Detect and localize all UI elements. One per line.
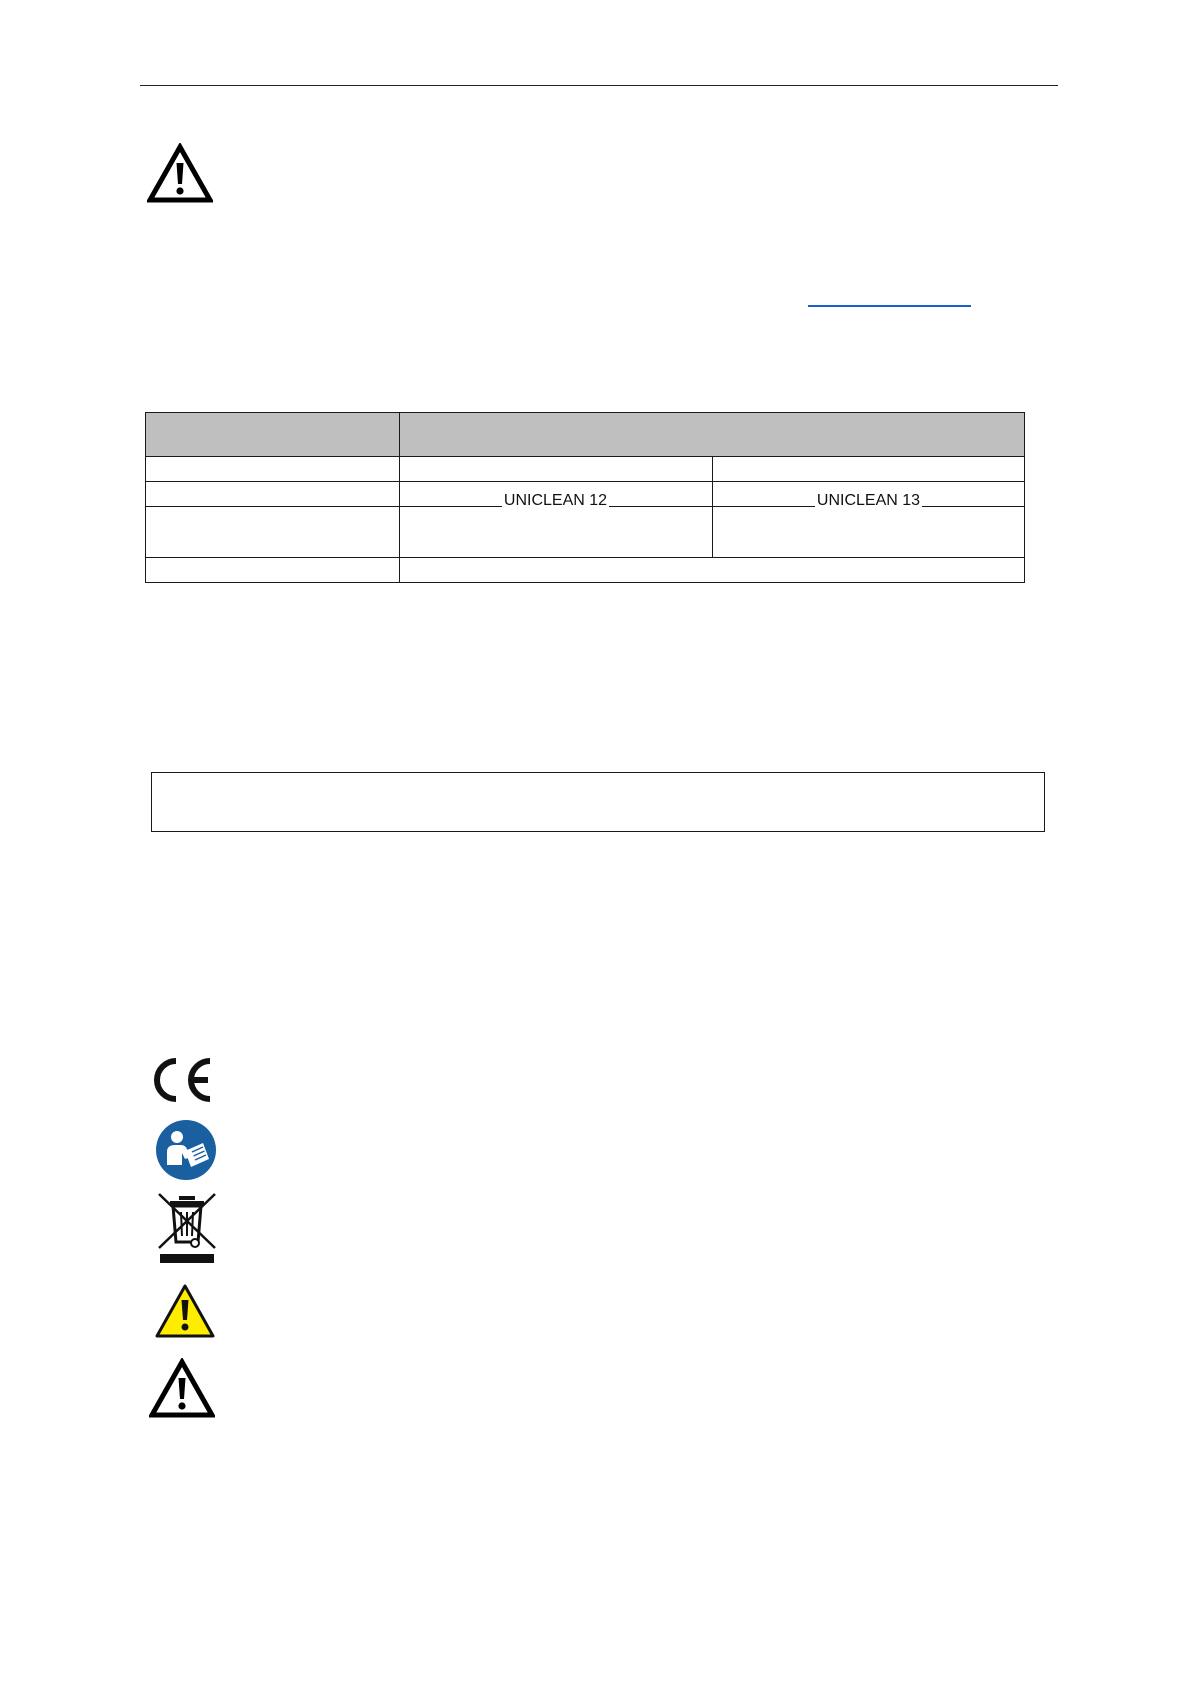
ce-mark-icon: [150, 1057, 214, 1103]
table-header-row: [146, 413, 1024, 456]
table-row-divider: [146, 481, 1024, 482]
warning-outline-icon: [149, 1358, 215, 1418]
header-rule: [140, 85, 1058, 86]
warning-yellow-icon: [154, 1283, 216, 1339]
read-manual-icon: [155, 1119, 217, 1181]
model-cell-uniclean-13: [712, 488, 1025, 513]
warning-triangle-icon: [147, 143, 213, 203]
model-name: UNICLEAN 13: [816, 491, 921, 509]
model-cell-uniclean-12: [399, 488, 712, 513]
weee-crossed-bin-icon: [157, 1192, 217, 1264]
table-row-divider: [146, 557, 1024, 558]
hyperlink-underline[interactable]: [808, 305, 971, 307]
note-box: [151, 772, 1045, 832]
table-row-divider: [146, 456, 1024, 457]
model-name: UNICLEAN 12: [503, 491, 608, 509]
